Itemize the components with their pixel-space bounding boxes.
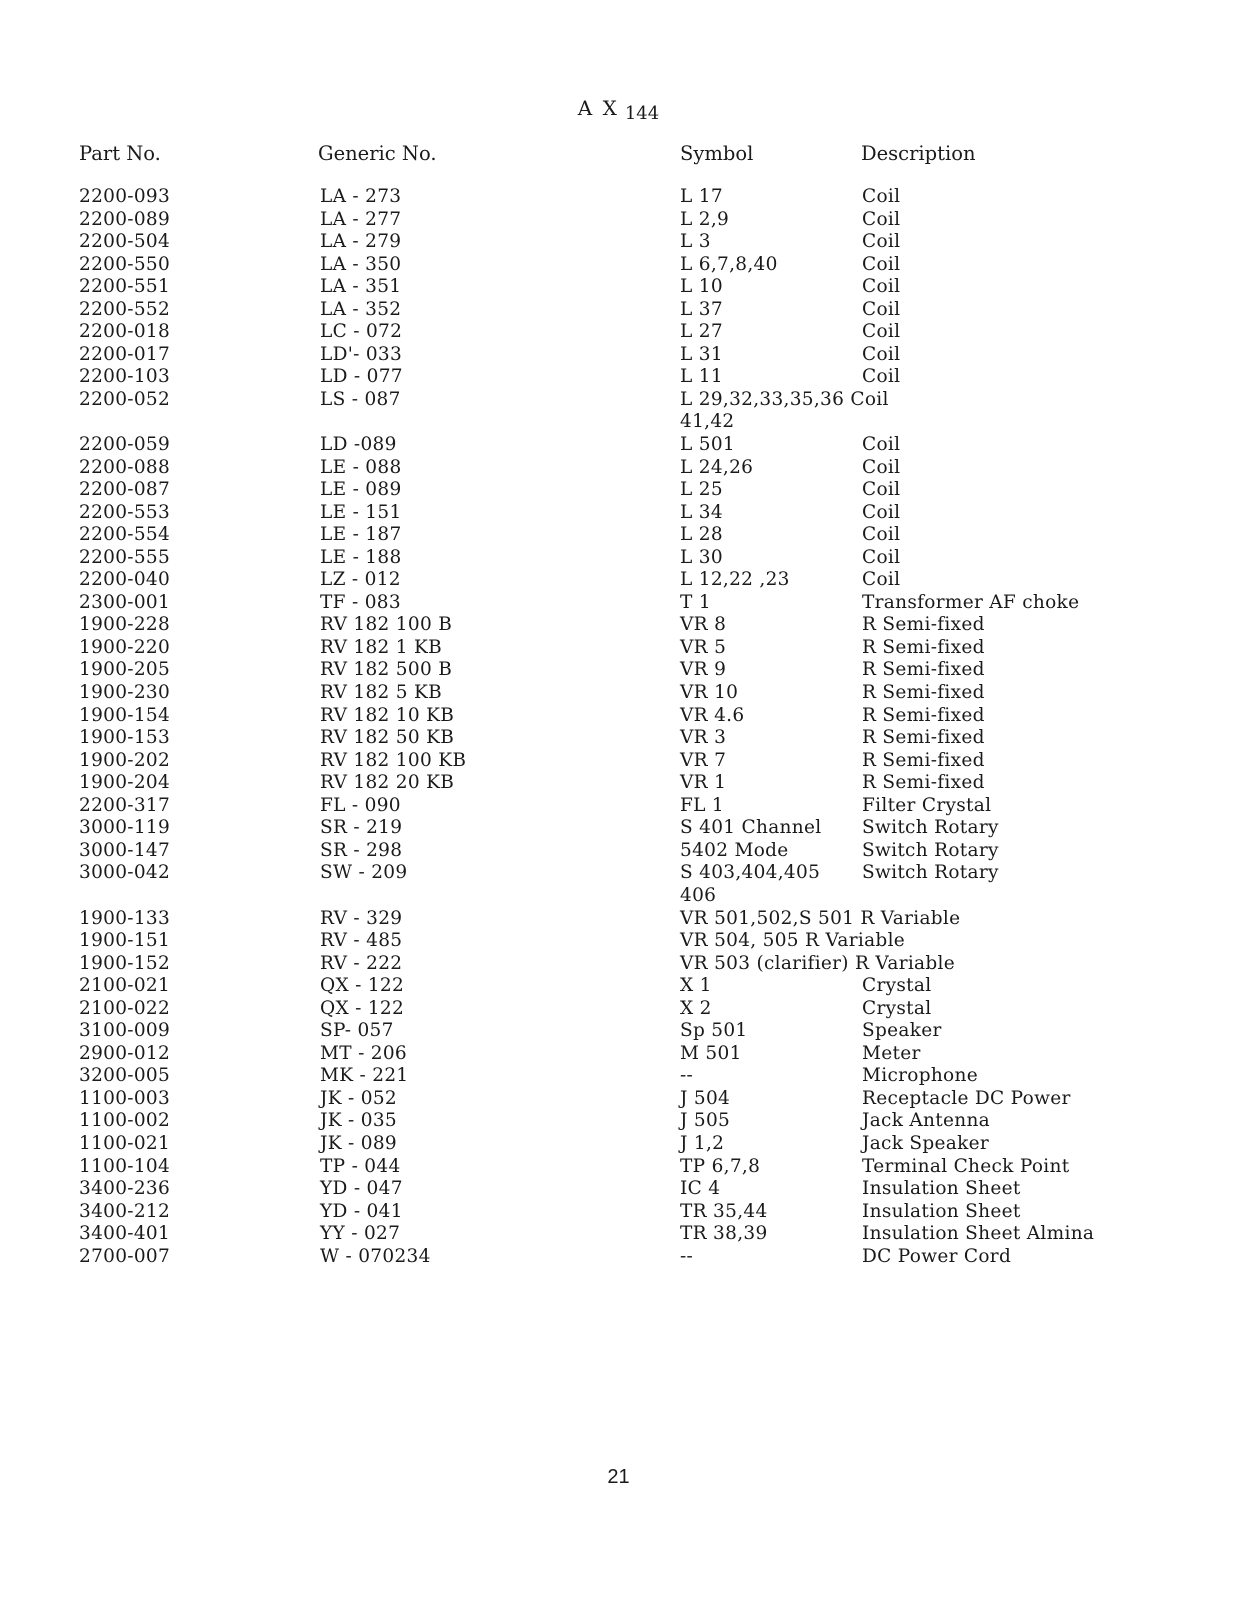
table-row bbox=[0, 344, 1237, 367]
description-cell: Receptacle DC Power bbox=[862, 1087, 1071, 1109]
generic-no-cell: TF - 083 bbox=[320, 591, 401, 613]
part-no-cell: 1100-002 bbox=[79, 1110, 171, 1132]
symbol-cell: VR 10 bbox=[680, 682, 739, 704]
page-number: 21 bbox=[607, 1466, 630, 1488]
table-row bbox=[0, 186, 1237, 209]
generic-no-cell: MK - 221 bbox=[320, 1065, 409, 1087]
table-row bbox=[0, 975, 1237, 998]
header-model: 144 bbox=[624, 103, 660, 124]
part-no-cell: 2200-554 bbox=[79, 524, 171, 546]
description-cell: Insulation Sheet bbox=[862, 1178, 1021, 1200]
symbol-cell: 5402 Mode bbox=[680, 839, 789, 861]
description-cell: R Semi-fixed bbox=[862, 614, 985, 636]
part-no-cell: 1900-151 bbox=[79, 930, 171, 952]
table-row bbox=[0, 817, 1237, 840]
description-cell: Insulation Sheet bbox=[862, 1200, 1021, 1222]
part-no-cell: 2700-007 bbox=[79, 1245, 171, 1267]
generic-no-cell: QX - 122 bbox=[320, 997, 405, 1019]
part-no-cell: 3000-042 bbox=[79, 862, 171, 884]
generic-no-cell: SW - 209 bbox=[320, 862, 408, 884]
table-row bbox=[0, 321, 1237, 344]
table-row bbox=[0, 682, 1237, 705]
description-cell: R Semi-fixed bbox=[862, 704, 985, 726]
symbol-cell: X 2 bbox=[680, 997, 712, 1019]
symbol-cell: VR 7 bbox=[680, 749, 727, 771]
table-row bbox=[0, 479, 1237, 502]
generic-no-cell: TP - 044 bbox=[320, 1155, 401, 1177]
table-row bbox=[0, 614, 1237, 637]
part-no-cell: 1900-154 bbox=[79, 704, 171, 726]
symbol-cell: L 29,32,33,35,36 Coil bbox=[680, 388, 889, 410]
generic-no-cell: LC - 072 bbox=[320, 321, 403, 343]
table-row bbox=[0, 1088, 1237, 1111]
table-row bbox=[0, 231, 1237, 254]
generic-no-cell: RV 182 10 KB bbox=[320, 704, 455, 726]
generic-no-cell: RV 182 100 KB bbox=[320, 749, 467, 771]
part-no-cell: 1100-003 bbox=[79, 1087, 171, 1109]
symbol-cell: VR 4.6 bbox=[680, 704, 745, 726]
description-cell: Meter bbox=[862, 1042, 921, 1064]
part-no-cell: 2100-022 bbox=[79, 997, 171, 1019]
part-no-cell: 2200-317 bbox=[79, 794, 171, 816]
part-no-cell: 1100-104 bbox=[79, 1155, 171, 1177]
part-no-cell: 2200-087 bbox=[79, 479, 171, 501]
part-no-cell: 2300-001 bbox=[79, 591, 171, 613]
description-cell: Filter Crystal bbox=[862, 794, 992, 816]
generic-no-cell: LS - 087 bbox=[320, 388, 401, 410]
symbol-cell: M 501 bbox=[680, 1042, 742, 1064]
generic-no-cell: QX - 122 bbox=[320, 975, 405, 997]
part-no-cell: 1900-153 bbox=[79, 727, 171, 749]
description-cell: Coil bbox=[862, 501, 901, 523]
description-cell: Coil bbox=[862, 569, 901, 591]
part-no-cell: 1900-202 bbox=[79, 749, 171, 771]
part-no-cell: 1900-152 bbox=[79, 952, 171, 974]
part-no-cell: 2200-052 bbox=[79, 388, 171, 410]
part-no-cell: 3100-009 bbox=[79, 1020, 171, 1042]
table-row bbox=[0, 659, 1237, 682]
generic-no-cell: SR - 298 bbox=[320, 839, 403, 861]
description-cell: Coil bbox=[862, 208, 901, 230]
description-cell: Switch Rotary bbox=[862, 817, 999, 839]
symbol-cell: VR 3 bbox=[680, 727, 727, 749]
generic-no-cell: RV 182 1 KB bbox=[320, 636, 443, 658]
part-no-cell: 3400-212 bbox=[79, 1200, 171, 1222]
generic-no-cell: LA - 350 bbox=[320, 253, 402, 275]
generic-no-cell: MT - 206 bbox=[320, 1042, 408, 1064]
symbol-cell: -- bbox=[680, 1245, 694, 1267]
part-no-cell: 1900-230 bbox=[79, 682, 171, 704]
symbol-cell: L 501 bbox=[680, 434, 735, 456]
symbol-cell: T 1 bbox=[680, 591, 711, 613]
symbol-cell: TR 35,44 bbox=[680, 1200, 768, 1222]
description-cell: R Semi-fixed bbox=[862, 749, 985, 771]
symbol-cell: L 25 bbox=[680, 479, 723, 501]
table-row bbox=[0, 547, 1237, 570]
description-cell: Insulation Sheet Almina bbox=[862, 1223, 1095, 1245]
generic-no-cell: YD - 041 bbox=[320, 1200, 403, 1222]
symbol-cell: L 24,26 bbox=[680, 456, 754, 478]
symbol-cell: VR 5 bbox=[680, 636, 727, 658]
table-row bbox=[0, 840, 1237, 863]
generic-no-cell: LD'- 033 bbox=[320, 343, 403, 365]
symbol-cell: FL 1 bbox=[680, 794, 724, 816]
table-row bbox=[0, 1178, 1237, 1201]
description-cell: Coil bbox=[862, 366, 901, 388]
generic-no-cell: LZ - 012 bbox=[320, 569, 401, 591]
description-cell: R Semi-fixed bbox=[862, 636, 985, 658]
table-row bbox=[0, 1065, 1237, 1088]
generic-no-cell: RV - 329 bbox=[320, 907, 403, 929]
description-cell: R Semi-fixed bbox=[862, 772, 985, 794]
table-row bbox=[0, 1223, 1237, 1246]
generic-no-cell: RV 182 20 KB bbox=[320, 772, 455, 794]
description-cell: R Semi-fixed bbox=[862, 727, 985, 749]
generic-no-cell: W - 070234 bbox=[320, 1245, 431, 1267]
table-row bbox=[0, 411, 1237, 434]
part-no-cell: 2200-017 bbox=[79, 343, 171, 365]
parts-table bbox=[0, 186, 1237, 1268]
generic-no-cell: FL - 090 bbox=[320, 794, 401, 816]
symbol-cell: VR 504, 505 R Variable bbox=[680, 930, 906, 952]
table-row bbox=[0, 502, 1237, 525]
table-row bbox=[0, 569, 1237, 592]
generic-no-cell: RV - 485 bbox=[320, 930, 403, 952]
description-cell: Switch Rotary bbox=[862, 839, 999, 861]
table-row bbox=[0, 299, 1237, 322]
description-cell: Coil bbox=[862, 321, 901, 343]
table-row bbox=[0, 1156, 1237, 1179]
part-no-cell: 3200-005 bbox=[79, 1065, 171, 1087]
generic-no-cell: LE - 151 bbox=[320, 501, 402, 523]
symbol-cell: J 505 bbox=[680, 1110, 731, 1132]
table-row bbox=[0, 998, 1237, 1021]
description-cell: Transformer AF choke bbox=[862, 591, 1080, 613]
table-row bbox=[0, 862, 1237, 885]
part-no-cell: 3000-119 bbox=[79, 817, 171, 839]
symbol-cell: 406 bbox=[680, 884, 717, 906]
table-row bbox=[0, 254, 1237, 277]
part-no-cell: 1900-205 bbox=[79, 659, 171, 681]
symbol-cell: -- bbox=[680, 1065, 694, 1087]
table-row bbox=[0, 637, 1237, 660]
table-row bbox=[0, 209, 1237, 232]
symbol-cell: L 11 bbox=[680, 366, 723, 388]
symbol-cell: J 1,2 bbox=[680, 1132, 725, 1154]
column-header-generic-no: Generic No. bbox=[318, 142, 437, 165]
generic-no-cell: RV 182 50 KB bbox=[320, 727, 455, 749]
symbol-cell: Sp 501 bbox=[680, 1020, 748, 1042]
part-no-cell: 2200-018 bbox=[79, 321, 171, 343]
symbol-cell: L 17 bbox=[680, 186, 723, 207]
description-cell: Switch Rotary bbox=[862, 862, 999, 884]
table-row bbox=[0, 1133, 1237, 1156]
table-row bbox=[0, 524, 1237, 547]
table-row bbox=[0, 1043, 1237, 1066]
description-cell: DC Power Cord bbox=[862, 1245, 1012, 1267]
symbol-cell: L 34 bbox=[680, 501, 723, 523]
generic-no-cell: RV 182 5 KB bbox=[320, 682, 443, 704]
generic-no-cell: LA - 352 bbox=[320, 298, 402, 320]
column-header-symbol: Symbol bbox=[680, 142, 754, 165]
description-cell: Coil bbox=[862, 524, 901, 546]
symbol-cell: VR 8 bbox=[680, 614, 727, 636]
generic-no-cell: LE - 187 bbox=[320, 524, 402, 546]
part-no-cell: 1900-204 bbox=[79, 772, 171, 794]
symbol-cell: L 31 bbox=[680, 343, 723, 365]
table-row bbox=[0, 885, 1237, 908]
symbol-cell: L 10 bbox=[680, 276, 723, 298]
generic-no-cell: JK - 089 bbox=[320, 1132, 397, 1154]
table-row bbox=[0, 908, 1237, 931]
column-header-part-no: Part No. bbox=[79, 142, 161, 165]
table-row bbox=[0, 1110, 1237, 1133]
table-row bbox=[0, 457, 1237, 480]
document-header bbox=[0, 96, 1237, 124]
generic-no-cell: LA - 277 bbox=[320, 208, 402, 230]
generic-no-cell: LD -089 bbox=[320, 434, 397, 456]
part-no-cell: 1100-021 bbox=[79, 1132, 171, 1154]
symbol-cell: L 6,7,8,40 bbox=[680, 253, 778, 275]
description-cell: Coil bbox=[862, 479, 901, 501]
description-cell: Coil bbox=[862, 276, 901, 298]
generic-no-cell: LE - 188 bbox=[320, 546, 402, 568]
part-no-cell: 2200-088 bbox=[79, 456, 171, 478]
symbol-cell: VR 501,502,S 501 R Variable bbox=[680, 907, 961, 929]
part-no-cell: 1900-220 bbox=[79, 636, 171, 658]
symbol-cell: L 27 bbox=[680, 321, 723, 343]
symbol-cell: L 2,9 bbox=[680, 208, 730, 230]
part-no-cell: 2900-012 bbox=[79, 1042, 171, 1064]
generic-no-cell: LE - 088 bbox=[320, 456, 402, 478]
symbol-cell: L 37 bbox=[680, 298, 723, 320]
generic-no-cell: RV 182 500 B bbox=[320, 659, 453, 681]
symbol-cell: IC 4 bbox=[680, 1178, 721, 1200]
description-cell: Coil bbox=[862, 456, 901, 478]
generic-no-cell: LD - 077 bbox=[320, 366, 403, 388]
description-cell: Microphone bbox=[862, 1065, 978, 1087]
generic-no-cell: SR - 219 bbox=[320, 817, 403, 839]
description-cell: Coil bbox=[862, 231, 901, 253]
generic-no-cell: YD - 047 bbox=[320, 1178, 403, 1200]
symbol-cell: S 403,404,405 bbox=[680, 862, 821, 884]
description-cell: Coil bbox=[862, 298, 901, 320]
part-no-cell: 2200-089 bbox=[79, 208, 171, 230]
table-row bbox=[0, 953, 1237, 976]
table-row bbox=[0, 727, 1237, 750]
part-no-cell: 3400-401 bbox=[79, 1223, 171, 1245]
part-no-cell: 1900-133 bbox=[79, 907, 171, 929]
generic-no-cell: LE - 089 bbox=[320, 479, 402, 501]
symbol-cell: L 28 bbox=[680, 524, 723, 546]
table-row bbox=[0, 434, 1237, 457]
table-row bbox=[0, 930, 1237, 953]
description-cell: Coil bbox=[862, 434, 901, 456]
description-cell: Coil bbox=[862, 253, 901, 275]
part-no-cell: 2200-553 bbox=[79, 501, 171, 523]
description-cell: Jack Speaker bbox=[862, 1132, 989, 1154]
description-cell: Coil bbox=[862, 186, 901, 207]
generic-no-cell: JK - 035 bbox=[320, 1110, 397, 1132]
table-row bbox=[0, 366, 1237, 389]
table-row bbox=[0, 389, 1237, 412]
generic-no-cell: LA - 273 bbox=[320, 186, 402, 207]
header-prefix: A X bbox=[577, 96, 619, 120]
description-cell: Coil bbox=[862, 343, 901, 365]
part-no-cell: 2200-093 bbox=[79, 186, 171, 207]
table-row bbox=[0, 1020, 1237, 1043]
description-cell: Coil bbox=[862, 546, 901, 568]
symbol-cell: TR 38,39 bbox=[680, 1223, 768, 1245]
column-header-description: Description bbox=[861, 142, 976, 165]
table-row bbox=[0, 705, 1237, 728]
description-cell: R Semi-fixed bbox=[862, 659, 985, 681]
generic-no-cell: LA - 351 bbox=[320, 276, 402, 298]
generic-no-cell: LA - 279 bbox=[320, 231, 402, 253]
table-row bbox=[0, 772, 1237, 795]
description-cell: Jack Antenna bbox=[862, 1110, 991, 1132]
table-row bbox=[0, 276, 1237, 299]
generic-no-cell: SP- 057 bbox=[320, 1020, 394, 1042]
generic-no-cell: JK - 052 bbox=[320, 1087, 397, 1109]
part-no-cell: 2200-040 bbox=[79, 569, 171, 591]
generic-no-cell: RV - 222 bbox=[320, 952, 403, 974]
symbol-cell: X 1 bbox=[680, 975, 712, 997]
part-no-cell: 2200-059 bbox=[79, 434, 171, 456]
symbol-cell: L 3 bbox=[680, 231, 711, 253]
part-no-cell: 2200-103 bbox=[79, 366, 171, 388]
description-cell: Speaker bbox=[862, 1020, 942, 1042]
table-row bbox=[0, 750, 1237, 773]
description-cell: Crystal bbox=[862, 997, 932, 1019]
part-no-cell: 2100-021 bbox=[79, 975, 171, 997]
symbol-cell: TP 6,7,8 bbox=[680, 1155, 761, 1177]
table-row bbox=[0, 1201, 1237, 1224]
symbol-cell: S 401 Channel bbox=[680, 817, 822, 839]
part-no-cell: 1900-228 bbox=[79, 614, 171, 636]
symbol-cell: VR 503 (clarifier) R Variable bbox=[680, 952, 955, 974]
part-no-cell: 2200-550 bbox=[79, 253, 171, 275]
symbol-cell: 41,42 bbox=[680, 411, 735, 433]
generic-no-cell: RV 182 100 B bbox=[320, 614, 453, 636]
description-cell: Crystal bbox=[862, 975, 932, 997]
table-row bbox=[0, 592, 1237, 615]
part-no-cell: 3000-147 bbox=[79, 839, 171, 861]
part-no-cell: 2200-551 bbox=[79, 276, 171, 298]
part-no-cell: 2200-504 bbox=[79, 231, 171, 253]
part-no-cell: 3400-236 bbox=[79, 1178, 171, 1200]
description-cell: Terminal Check Point bbox=[862, 1155, 1070, 1177]
symbol-cell: VR 1 bbox=[680, 772, 727, 794]
part-no-cell: 2200-552 bbox=[79, 298, 171, 320]
symbol-cell: L 30 bbox=[680, 546, 723, 568]
table-row bbox=[0, 795, 1237, 818]
description-cell: R Semi-fixed bbox=[862, 682, 985, 704]
symbol-cell: J 504 bbox=[680, 1087, 731, 1109]
symbol-cell: L 12,22 ,23 bbox=[680, 569, 790, 591]
table-row bbox=[0, 1246, 1237, 1269]
symbol-cell: VR 9 bbox=[680, 659, 727, 681]
part-no-cell: 2200-555 bbox=[79, 546, 171, 568]
generic-no-cell: YY - 027 bbox=[320, 1223, 401, 1245]
